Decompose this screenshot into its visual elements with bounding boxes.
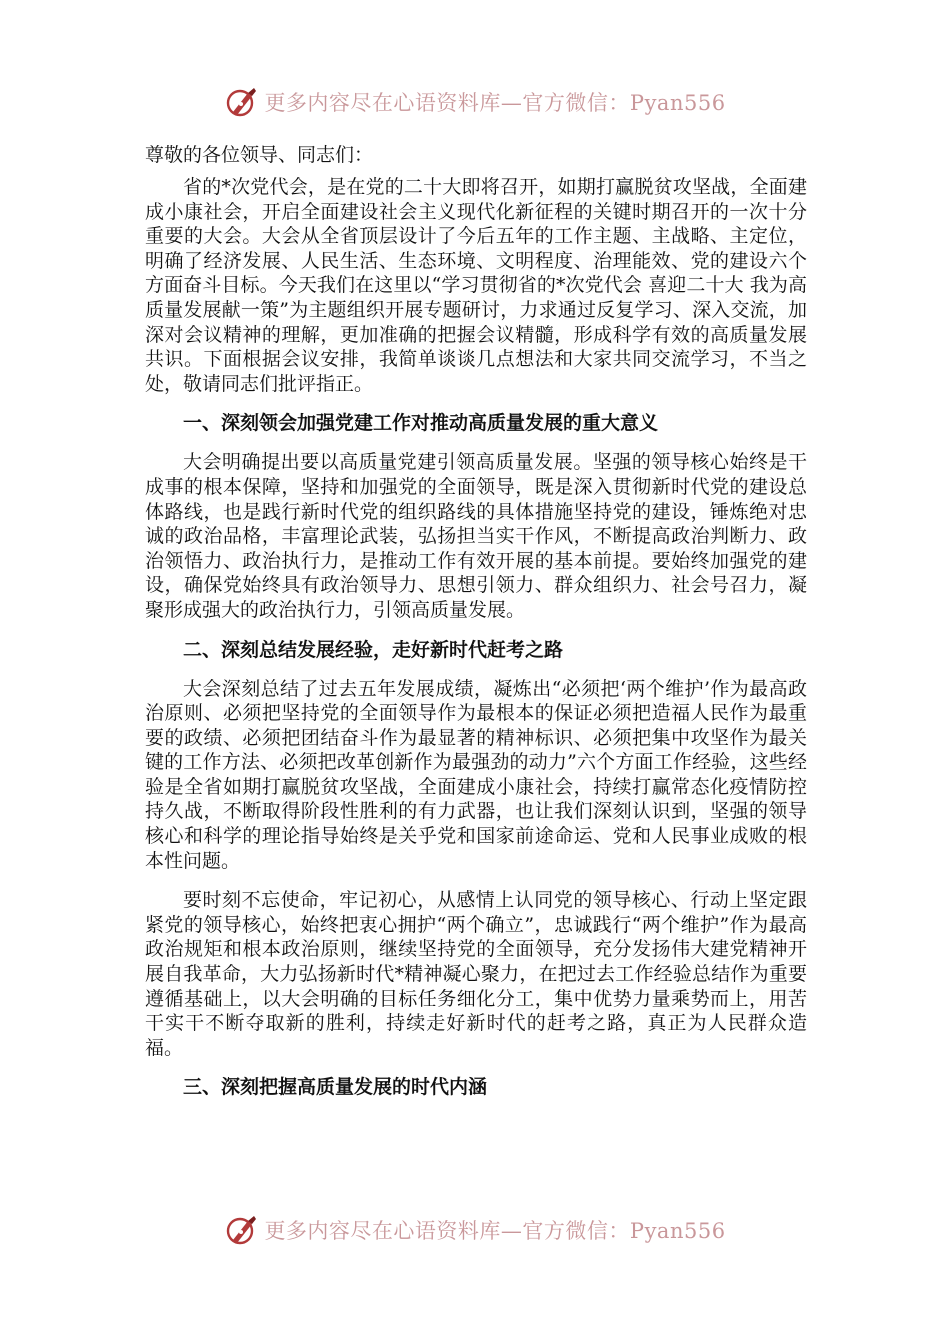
section-heading-2: 二、深刻总结发展经验，走好新时代赶考之路	[183, 638, 564, 661]
watermark-banner-inner	[224, 1213, 725, 1247]
intro-paragraph: 省的*次党代会，是在党的二十大即将召开，如期打赢脱贫攻坚战，全面建成小康社会，开启全面建设社会主义现代化新征程的关键时期召开的一次十分重要的大会。大会从全省顶层设计了今后五年的工作主题、主战略、主定位，明确了经济发展、人民生活、生态环境、文明程度、治理能效、党的建设六个方面奋斗目标。今天我们在这里以“学习贯彻省的*次党代会 喜迎二十大 我为高质量发展献一策”为主题组织开展专题研讨，力求通过反复学习、深入交流，加深对会议精神的理解，更加准确的把握会议精髓，形成科学有效的高质量发展共识。下面根据会议安排，我简单谈谈几点想法和大家共同交流学习，不当之处，敬请同志们批评指正。	[145, 176, 807, 395]
watermark-banner-bottom	[0, 1210, 950, 1250]
section-heading-1: 一、深刻领会加强党建工作对推动高质量发展的重大意义	[183, 412, 659, 435]
watermark-text: 更多内容尽在心语资料库—官方微信：Pyan556	[264, 1219, 726, 1243]
watermark-text: 更多内容尽在心语资料库—官方微信：Pyan556	[264, 91, 726, 115]
section-heading-3: 三、深刻把握高质量发展的时代内涵	[183, 1076, 488, 1099]
watermark-banner-inner	[224, 85, 725, 119]
salutation: 尊敬的各位领导、同志们：	[145, 144, 374, 166]
pen-nib-circle-icon	[224, 85, 258, 119]
section-2-paragraph-2: 要时刻不忘使命，牢记初心，从感情上认同党的领导核心、行动上坚定跟紧党的领导核心，始终把衷心拥护“两个确立”，忠诚践行“两个维护”作为最高政治规矩和根本政治原则，继续坚持党的全面领导，充分发扬伟大建党精神开展自我革命，大力弘扬新时代*精神凝心聚力，在把过去工作经验总结作为重要遵循基础上，以大会明确的目标任务细化分工，集中优势力量乘势而上，用苦干实干不断夺取新的胜利，持续走好新时代的赶考之路，真正为人民群众造福。	[145, 889, 807, 1059]
section-1-paragraph-1: 大会明确提出要以高质量党建引领高质量发展。坚强的领导核心始终是干成事的根本保障，坚持和加强党的全面领导，既是深入贯彻新时代党的建设总体路线，也是践行新时代党的组织路线的具体措施坚持党的建设，锤炼绝对忠诚的政治品格，丰富理论武装，弘扬担当实干作风，不断提高政治判断力、政治领悟力、政治执行力，是推动工作有效开展的基本前提。要始终加强党的建设，确保党始终具有政治领导力、思想引领力、群众组织力、社会号召力，凝聚形成强大的政治执行力，引领高质量发展。	[145, 451, 807, 621]
pen-nib-circle-icon	[224, 1213, 258, 1247]
section-2-paragraph-1: 大会深刻总结了过去五年发展成绩，凝炼出“必须把‘两个维护’作为最高政治原则、必须把坚持党的全面领导作为最根本的保证必须把造福人民作为最重要的政绩、必须把团结奋斗作为最显著的精神标识、必须把集中攻坚作为最关键的工作方法、必须把改革创新作为最强劲的动力”六个方面工作经验，这些经验是全省如期打赢脱贫攻坚战，全面建成小康社会，持续打赢常态化疫情防控持久战，不断取得阶段性胜利的有力武器，也让我们深刻认识到，坚强的领导核心和科学的理论指导始终是关乎党和国家前途命运、党和人民事业成败的根本性问题。	[145, 677, 807, 872]
watermark-banner-top	[0, 82, 950, 122]
document-body	[145, 143, 807, 1114]
